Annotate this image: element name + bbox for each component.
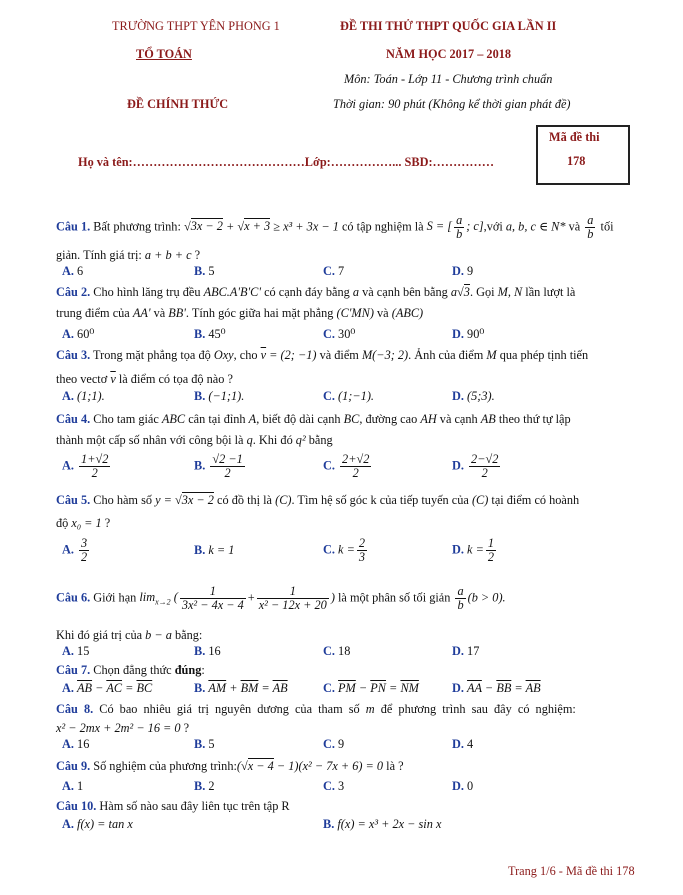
question-3-line2: theo vectơ $\overline{v}$ là điểm có tọa độ nào ? <box>56 372 233 386</box>
school-year: NĂM HỌC 2017 – 2018 <box>386 47 512 61</box>
question-6-line2: Khi đó giá trị của b − a bằng: <box>56 628 203 642</box>
question-1: Câu 1. Bất phương trình: √3x − 2 + √x + 3 ≥ x³ + 3x − 1 có tập nghiệm là S = [ $\frac{a}{b}$ ; c],với a, b, c ∈ N* và $\frac{a}{b}$ tối <box>56 213 614 241</box>
q9-option-d[interactable]: D. 0 <box>452 779 474 793</box>
q2-option-d[interactable]: D. 90⁰ <box>452 327 485 341</box>
question-2-line2: trung điểm của AA' và BB'. Tính góc giữa hai mặt phẳng (C'MN) và (ABC) <box>56 306 424 320</box>
q6-option-d[interactable]: D. 17 <box>452 644 480 658</box>
subject-line: Môn: Toán - Lớp 11 - Chương trình chuẩn <box>344 72 553 86</box>
q5-option-c[interactable]: C. k = $\frac{2}{3}$ <box>323 536 366 564</box>
exam-code-label: Mã đề thi <box>549 130 600 144</box>
question-5-line2: độ x₀ = 1 ? <box>56 516 111 530</box>
time-line: Thời gian: 90 phút (Không kể thời gian phát đề) <box>333 97 571 111</box>
q8-option-a[interactable]: A. 16 <box>62 737 90 751</box>
q10-option-a[interactable]: A. f(x) = tan x <box>62 817 133 831</box>
question-10: Câu 10. Hàm số nào sau đây liên tục trên tập R <box>56 799 290 813</box>
q7-option-a[interactable]: A. $\overline{AB} - \overline{AC} = \overline{BC}$ <box>62 681 153 695</box>
q1-option-a[interactable]: A. 6 <box>62 264 84 278</box>
question-7: Câu 7. Chọn đẳng thức đúng: <box>56 663 205 677</box>
q6-option-b[interactable]: B. 16 <box>194 644 221 658</box>
q8-option-b[interactable]: B. 5 <box>194 737 215 751</box>
q2-option-b[interactable]: B. 45⁰ <box>194 327 226 341</box>
q7-option-d[interactable]: D. $\overline{AA} - \overline{BB} = \overline{AB}$ <box>452 681 541 695</box>
q1-option-d[interactable]: D. 9 <box>452 264 474 278</box>
q10-option-b[interactable]: B. f(x) = x³ + 2x − sin x <box>323 817 442 831</box>
question-9: Câu 9. Số nghiệm của phương trình:(√x − 4 − 1)(x² − 7x + 6) = 0 là ? <box>56 759 404 773</box>
q4-option-d[interactable]: D. $\frac{2-√2}{2}$ <box>452 452 499 480</box>
q7-option-c[interactable]: C. $\overline{PM} - \overline{PN} = \overline{NM}$ <box>323 681 419 695</box>
question-2: Câu 2. Cho hình lăng trụ đều ABC.A'B'C' có cạnh đáy bằng a và cạnh bên bằng a√3. Gọi M, N lần lượt là <box>56 285 576 299</box>
q3-option-d[interactable]: D. (5;3). <box>452 389 495 403</box>
q2-option-a[interactable]: A. 60⁰ <box>62 327 95 341</box>
student-info-line: Họ và tên:……………………………………Lớp:……………... SBD:…………… <box>78 155 495 169</box>
q2-option-c[interactable]: C. 30⁰ <box>323 327 356 341</box>
exam-title: ĐỀ THI THỬ THPT QUỐC GIA LẦN II <box>340 19 557 33</box>
q3-option-a[interactable]: A. (1;1). <box>62 389 105 403</box>
q3-option-c[interactable]: C. (1;−1). <box>323 389 375 403</box>
q9-option-c[interactable]: C. 3 <box>323 779 345 793</box>
page-footer: Trang 1/6 - Mã đề thi 178 <box>508 864 635 878</box>
q6-option-a[interactable]: A. 15 <box>62 644 90 658</box>
q1-option-b[interactable]: B. 5 <box>194 264 215 278</box>
q5-option-a[interactable]: A. $\frac{3}{2}$ <box>62 536 88 564</box>
group-name: TỔ TOÁN <box>136 47 192 61</box>
q8-option-d[interactable]: D. 4 <box>452 737 474 751</box>
school-name: TRƯỜNG THPT YÊN PHONG 1 <box>112 19 280 33</box>
q5-option-b[interactable]: B. k = 1 <box>194 543 235 557</box>
question-4: Câu 4. Cho tam giác ABC cân tại đỉnh A, biết độ dài cạnh BC, đường cao AH và cạnh AB theo thứ tự lập <box>56 412 571 426</box>
question-3: Câu 3. Trong mặt phẳng tọa độ Oxy, cho $\overline{v} = (2$; −1) và điểm M(−3; 2). Ảnh của điểm M qua phép tịnh tiến <box>56 348 589 362</box>
q6-option-c[interactable]: C. 18 <box>323 644 351 658</box>
q3-option-b[interactable]: B. (−1;1). <box>194 389 245 403</box>
question-6: Câu 6. Giới hạn $\lim_{x\to 2}$ ( $\frac{1}{\text{3x² − 4x − 4}}$ + $\frac{1}{\text{x² − 12x + 20}}$ ) là một phân số tối giản $\frac{a}{b}$ (b > 0). <box>56 584 506 612</box>
q5-option-d[interactable]: D. k = $\frac{1}{2}$ <box>452 536 495 564</box>
question-1-line2: giản. Tính giá trị: a + b + c ? <box>56 248 201 262</box>
q7-option-b[interactable]: B. $\overline{AM} + \overline{BM} = \overline{AB}$ <box>194 681 288 695</box>
q8-option-c[interactable]: C. 9 <box>323 737 345 751</box>
question-5: Câu 5. Cho hàm số y = √3x − 2 có đồ thị là (C). Tìm hệ số góc k của tiếp tuyến của (C) tại điểm có hoành <box>56 493 580 507</box>
official-label: ĐỀ CHÍNH THỨC <box>127 97 229 111</box>
q4-option-c[interactable]: C. $\frac{2+√2}{2}$ <box>323 452 370 480</box>
question-4-line2: thành một cấp số nhân với công bội là q. Khi đó q² bằng <box>56 433 333 447</box>
exam-code-value: 178 <box>567 154 586 168</box>
q4-option-b[interactable]: B. $\frac{√2 -1}{2}$ <box>194 452 243 480</box>
q1-option-c[interactable]: C. 7 <box>323 264 345 278</box>
q9-option-a[interactable]: A. 1 <box>62 779 84 793</box>
question-8-line2: x² − 2mx + 2m² − 16 = 0 ? <box>56 721 190 735</box>
q9-option-b[interactable]: B. 2 <box>194 779 215 793</box>
question-8: Câu 8. Có bao nhiêu giá trị nguyên dương của tham số m để phương trình sau đây có nghiệm: <box>56 702 576 716</box>
q4-option-a[interactable]: A. $\frac{1+√2}{2}$ <box>62 452 109 480</box>
